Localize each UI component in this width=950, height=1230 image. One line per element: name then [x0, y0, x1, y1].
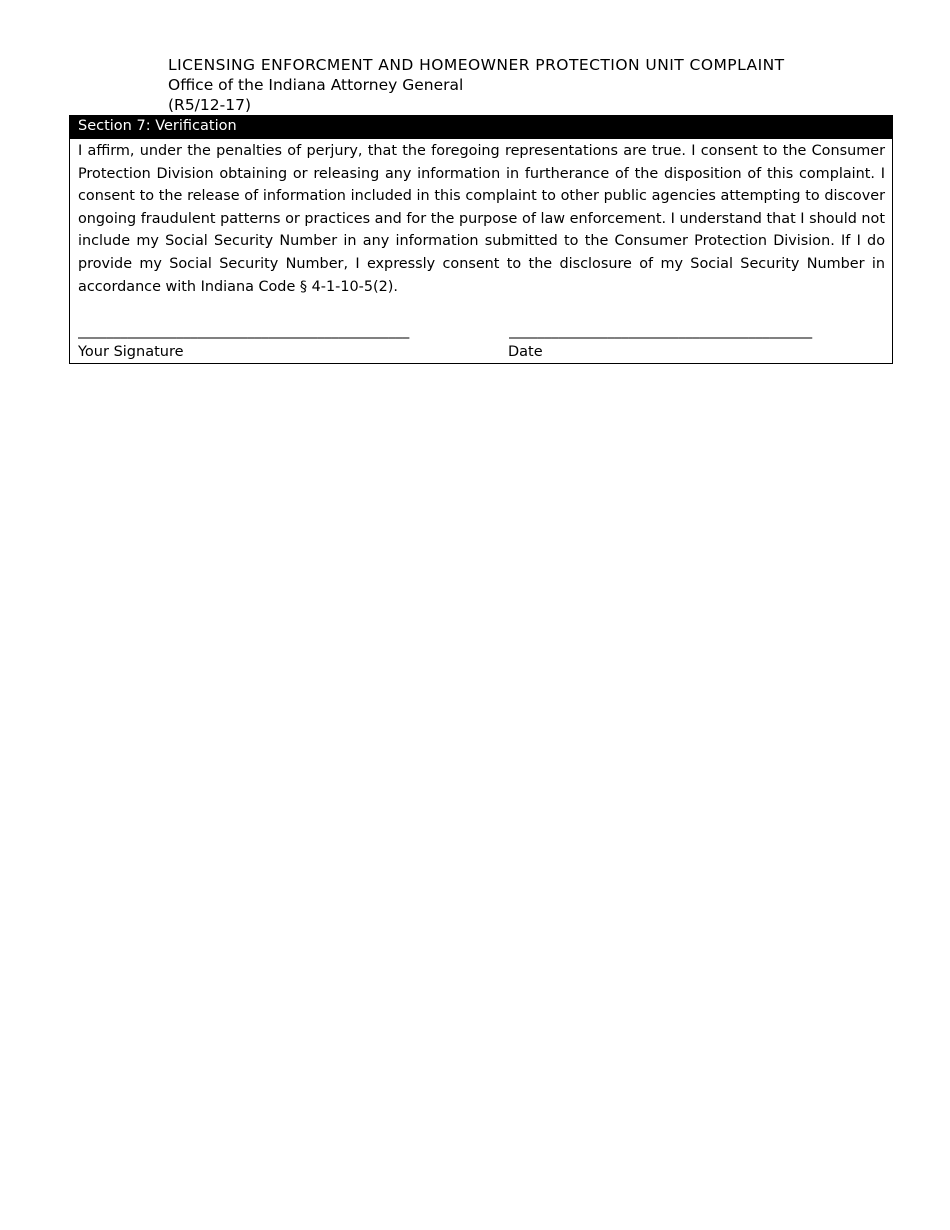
verification-paragraph: I affirm, under the penalties of perjury, that the foregoing representations are true. I consent to the Consumer Protection Division obtaining or releasing any information in furtherance of the disposition of this complaint. I consent to the release of information included in this complaint to other public agencies attempting to discover ongoing fraudulent patterns or practices and for the purpose of law enforcement. I understand that I should not include my Social Security Number in any information submitted to the Consumer Protection Division. If I do provide my Social Security Number, I expressly consent to the disclosure of my Social Security Number in accordance with Indiana Code § 4-1-10-5(2).	[78, 143, 885, 295]
signature-label: Your Signature	[78, 344, 184, 360]
form-title: LICENSING ENFORCMENT AND HOMEOWNER PROTECTION UNIT COMPLAINT	[168, 56, 785, 74]
date-label: Date	[508, 344, 543, 360]
form-revision: (R5/12-17)	[168, 96, 251, 114]
signature-line[interactable]: _______________________________________________	[78, 323, 410, 339]
office-name: Office of the Indiana Attorney General	[168, 76, 464, 94]
verification-section	[69, 115, 893, 364]
date-line[interactable]: ___________________________________________	[509, 323, 813, 339]
form-header	[168, 55, 868, 115]
section-heading: Section 7: Verification	[70, 116, 892, 139]
